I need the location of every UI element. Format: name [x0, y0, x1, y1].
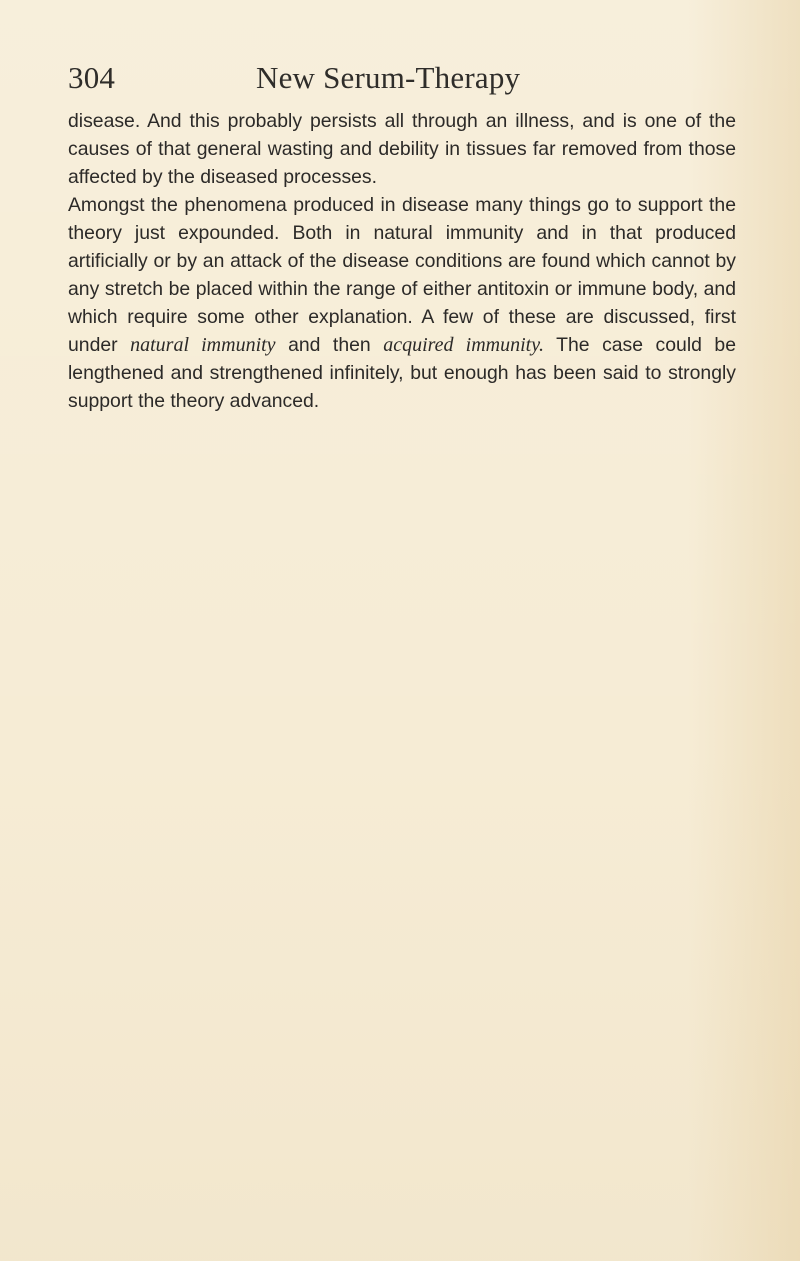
paragraph-2-text-start: Amongst the phenomena produced in disease many things go to support the theory just expounded. Both in natural immunity and in that produced artificially or by an attack of the disease conditions are found which cannot by any stretch be placed within the range of either antitoxin or immune body, and which require some other explanation. A few of these are discussed, first under: [68, 194, 736, 356]
running-head: New Serum-Therapy: [256, 60, 521, 95]
paragraph-2-text-end: The case could be lengthened and strengthened infinitely, but enough has been said to strongly support the theory advanced.: [68, 334, 736, 412]
page-header: [68, 58, 688, 98]
page-number: 304: [68, 60, 116, 95]
paragraph-2-connector: and then: [275, 334, 384, 356]
natural-immunity-term: natural immunity: [130, 334, 276, 356]
acquired-immunity-term: acquired immunity.: [383, 334, 544, 356]
paragraph-1: disease. And this probably persists all through an illness, and is one of the causes of that general wasting and debility in tissues far removed from those affected by the diseased processes.: [68, 110, 736, 188]
paragraph-2: [68, 191, 736, 415]
body-text: [68, 107, 736, 415]
